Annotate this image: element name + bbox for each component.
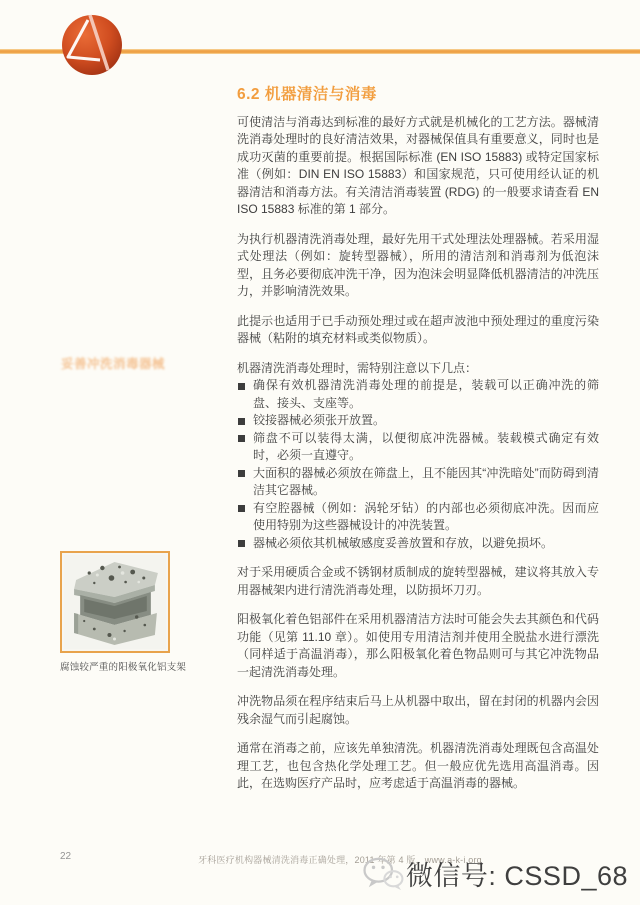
wechat-watermark bbox=[362, 854, 628, 893]
intro-paragraphs bbox=[237, 114, 599, 348]
section-content bbox=[237, 86, 599, 805]
paragraph: 可使清洁与消毒达到标准的最好方式就是机械化的工艺方法。器械清洗消毒处理时的良好清洁效果，对器械保值具有重要意义，同时也是成功灭菌的重要前提。根据国际标准 (EN ISO 15883) 或特定国家标准（例如：DIN EN ISO 15883）和国家规范，只可使用经认证的机器清洁和消毒方法。有关清洁消毒装置 (RDG) 的一般要求请查看 EN ISO 15883 标准的第 1 部分。 bbox=[237, 114, 599, 216]
paragraph: 通常在消毒之前，应该先单独清洗。机器清洗消毒处理既包含高温处理工艺，也包含热化学处理工艺。但一般应优先选用高温消毒。因此，在选购医疗产品时，应考虑适于高温消毒的器械。 bbox=[237, 741, 599, 790]
corrosion-figure bbox=[60, 551, 187, 673]
footer-doc-info: 牙科医疗机构器械清洗消毒正确处理，2011 年第 4 版，www.a-k-i.org bbox=[198, 855, 482, 865]
figure-caption: 腐蚀较严重的阳极氧化铝支架 bbox=[60, 662, 187, 673]
paragraph: 阳极氧化着色铝部件在采用机器清洁方法时可能会失去其颜色和代码功能（见第 11.10 章）。如使用专用清洁剂并使用全脱盐水进行漂洗（同样适于高温消毒），那么阳极氧化着色物品则可与其它冲洗物品一起清洗消毒处理。 bbox=[237, 612, 599, 679]
aki-logo bbox=[60, 12, 124, 78]
corroded-bracket-photo bbox=[64, 555, 166, 649]
margin-note: 妥善冲洗消毒器械 bbox=[61, 357, 166, 371]
paragraph: 冲洗物品须在程序结束后马上从机器中取出，留在封闭的机器内会因残余湿气而引起腐蚀。 bbox=[237, 694, 599, 726]
wechat-icon bbox=[362, 856, 404, 892]
bullet-item: 器械必须依其机械敏感度妥善放置和存放，以避免损坏。 bbox=[237, 535, 599, 553]
list-intro: 机器清洗消毒处理时，需特别注意以下几点： bbox=[237, 360, 478, 375]
footer-page-number: 22 bbox=[60, 851, 72, 862]
paragraph: 为执行机器清洗消毒处理，最好先用干式处理法处理器械。若采用湿式处理法（例如：旋转型器械），所用的清洁剂和消毒剂为低泡沫型，且务必要彻底冲洗干净，因为泡沫会明显降低机器清洁的冲洗压力，并影响清洗效果。 bbox=[237, 231, 599, 298]
paragraph: 此提示也适用于已手动预处理过或在超声波池中预处理过的重度污染器械（粘附的填充材料或类似物质）。 bbox=[237, 313, 599, 345]
paragraph: 对于采用硬质合金或不锈钢材质制成的旋转型器械，建议将其放入专用器械架内进行清洗消毒处理，以防损坏刀刃。 bbox=[237, 565, 599, 597]
wechat-id-text: 微信号: CSSD_68 bbox=[405, 861, 628, 891]
bullet-item: 铰接器械必须张开放置。 bbox=[237, 412, 599, 430]
bullet-item: 确保有效机器清洗消毒处理的前提是，装载可以正确冲洗的筛盘、接头、支座等。 bbox=[237, 377, 599, 412]
bullet-item: 有空腔器械（例如：涡轮牙钻）的内部也必须彻底冲洗。因而应使用特别为这些器械设计的冲洗装置。 bbox=[237, 500, 599, 535]
bullet-item: 筛盘不可以装得太满，以便彻底冲洗器械。装载模式确定有效时，必须一直遵守。 bbox=[237, 430, 599, 465]
section-heading: 6.2 机器清洁与消毒 bbox=[237, 86, 377, 103]
bullet-list bbox=[237, 377, 599, 552]
closing-paragraphs bbox=[237, 564, 599, 793]
bullet-item: 大面积的器械必须放在筛盘上，且不能因其“冲洗暗处”而防碍到清洁其它器械。 bbox=[237, 465, 599, 500]
figure-frame bbox=[60, 551, 170, 653]
